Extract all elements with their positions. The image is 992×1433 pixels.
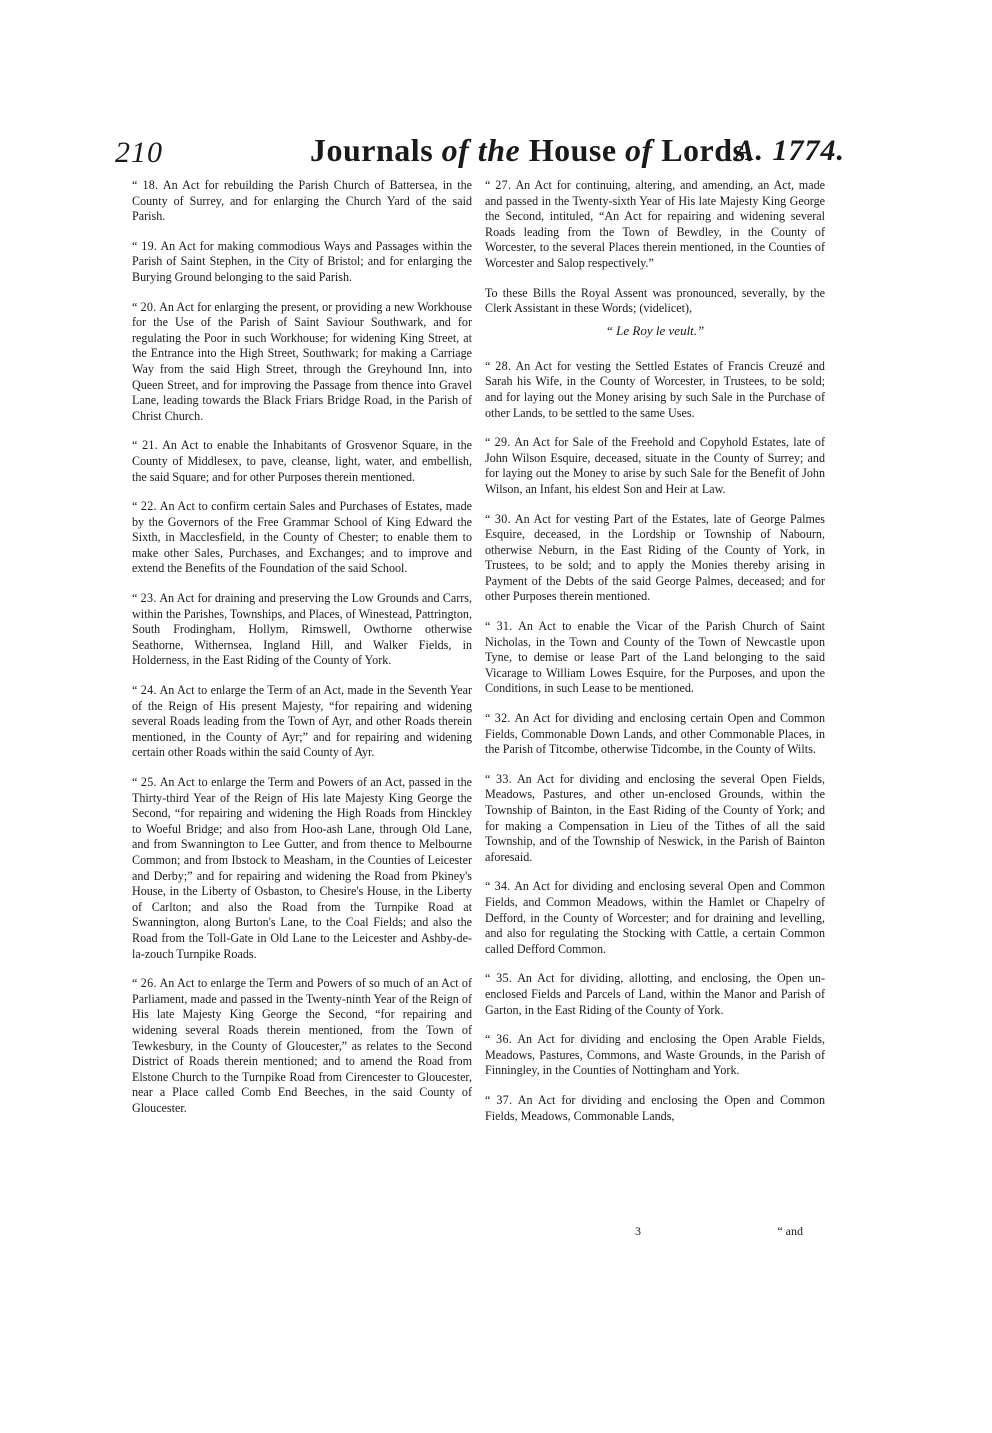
quote-mark: “ <box>132 438 143 453</box>
act-number: 30. <box>494 511 511 526</box>
act-number: 34. <box>494 879 511 894</box>
act-number: 29. <box>494 435 511 450</box>
quote-mark: “ <box>485 711 495 726</box>
act-entry <box>132 591 472 669</box>
act-number: 19. <box>141 238 158 253</box>
act-text: An Act to enlarge the Term of an Act, made in the Seventh Year of the Reign of His present Majesty, “for repairing and widening several Roads leading from the Town of Ayr, and other Roads therein mentioned, in the County of Ayr;” and for repairing and widening certain other Roads within the said County of Ayr. <box>132 683 472 760</box>
act-number: 27. <box>495 178 512 192</box>
act-entry <box>132 683 472 761</box>
act-text: An Act to enlarge the Term and Powers of an Act, passed in the Thirty-third Year of the Reign of His late Majesty King George the Second, “for repairing and widening the High Roads from Hinckley to Woeful Bridge; and also from Hoo-ash Lane, through Old Lane, and from Swannington to Lee Gutter, and from thence to Melbourne Common; and from Ibstock to Measham, in the Counties of Leicester and Derby;” and for repairing and widening the Road from Pkiney's House, in the Liberty of Osbaston, to Chesire's House, in the Liberty of Carlton; and also the Road from the Turnpike Road at Swannington, along Burton's Lane, to the Coal Fields; and also the Road from the Toll-Gate in Old Lane to the Leicester and Ashby-de-la-zouch Turnpike Roads. <box>132 775 472 961</box>
act-entry <box>132 239 472 286</box>
quote-mark: “ <box>485 971 497 986</box>
right-column-top <box>485 178 825 272</box>
act-entry <box>485 1032 825 1079</box>
act-text: An Act for rebuilding the Parish Church of Battersea, in the County of Surrey, and for enlarging the Church Yard of the said Parish. <box>132 178 472 224</box>
act-number: 33. <box>495 771 513 786</box>
catchword: “ and <box>777 1224 803 1238</box>
act-number: 36. <box>496 1032 513 1047</box>
act-text: An Act for continuing, altering, and amending, an Act, made and passed in the Twenty-sixth Year of His late Majesty King George the Second, intituled, “An Act for repairing and widening several Roads leading from the Town of Bewdley, in the County of Worcester, to the several Places therein mentioned, in the Counties of Worcester and Salop respectively.” <box>485 178 825 270</box>
quote-mark: “ <box>485 435 495 450</box>
act-text: An Act to enlarge the Term and Powers of so much of an Act of Parliament, made and passed in the Twenty-ninth Year of the Reign of His late Majesty King George the Second, “for repairing and widening several Roads therein mentioned, from the Town of Tewkesbury, in the County of Gloucester,” as relates to the Second District of Roads therein mentioned; and to amend the Road from Elstone Church to the Turnpike Road from Cirencester to Gloucester, near a Place called Comb End Beeches, in the said County of Gloucester. <box>132 976 472 1115</box>
quote-mark: “ <box>485 771 496 786</box>
act-entry <box>485 359 825 421</box>
signature-mark: 3 <box>635 1224 641 1238</box>
act-text: An Act for dividing and enclosing certain Open and Common Fields, Commonable Down Lands, and other Commonable Places, in the Parish of Titcombe, otherwise Tidcombe, in the County of Wilts. <box>485 711 825 757</box>
act-text: An Act for draining and preserving the Low Grounds and Carrs, within the Parishes, Townships, and Places, of Winestead, Pattrington, South Frodingham, Hollym, Rimswell, Owthorne otherwise Seathorne, Withernsea, Ingland Hill, and Walker Fields, in Holderness, in the East Riding of the County of York. <box>132 591 472 668</box>
quote-mark: “ <box>132 299 141 314</box>
act-text: An Act for dividing, allotting, and enclosing, the Open un-enclosed Fields and Parcels of Land, within the Manor and Parish of Garton, in the East Riding of the County of York. <box>485 971 825 1017</box>
quote-mark: “ <box>132 178 143 192</box>
act-entry <box>132 178 472 225</box>
act-text: An Act to enable the Inhabitants of Grosvenor Square, in the County of Middlesex, to pave, cleanse, light, water, and embellish, the said Square; and for other Purposes therein mentioned. <box>132 438 472 484</box>
royal-assent-formula: “ Le Roy le veult.” <box>605 322 705 338</box>
act-number: 28. <box>495 358 512 373</box>
act-entry <box>485 772 825 866</box>
act-number: 25. <box>140 775 157 789</box>
quote-mark: “ <box>132 775 141 789</box>
act-number: 26. <box>140 976 157 991</box>
quote-mark: “ <box>485 619 497 634</box>
quote-mark: “ <box>485 1092 497 1107</box>
act-number: 37. <box>496 1092 513 1107</box>
act-entry <box>132 300 472 425</box>
act-entry <box>132 976 472 1116</box>
act-text: An Act for dividing and enclosing the Open and Common Fields, Meadows, Commonable Lands, <box>485 1092 825 1123</box>
act-number: 32. <box>494 711 511 726</box>
act-number: 20. <box>140 299 157 314</box>
royal-assent-text: To these Bills the Royal Assent was pronounced, severally, by the Clerk Assistant in these Words; (videlicet), <box>485 285 825 316</box>
act-entry <box>485 1093 825 1124</box>
act-text: An Act to confirm certain Sales and Purchases of Estates, made by the Governors of the Free Grammar School of King Edward the Sixth, in Macclesfield, in the County of Chester; to enable them to make other Sales, Purchases, and Exchanges; and to improve and extend the Benefits of the Foundation of the said School. <box>132 499 472 576</box>
page-header <box>110 128 845 176</box>
act-entry <box>485 512 825 606</box>
act-text: An Act for enlarging the present, or providing a new Workhouse for the Use of the Parish of Saint Saviour Southwark, and for regulating the Poor in such Workhouse; for widening King Street, at the Entrance into the High Street, Southwark; for making a Carriage Way from the said High Street, through the Greyhound Inn, into Queen Street, and for improving the Passage from thence into Gravel Lane, leading towards the Black Friars Bridge Road, in the Parish of Christ Church. <box>132 299 473 423</box>
act-entry <box>485 619 825 697</box>
act-text: An Act to enable the Vicar of the Parish Church of Saint Nicholas, in the Town and County of the Town of Newcastle upon Tyne, to demise or lease Part of the Land belonging to the said Vicarage to William Lowes Esquire, for the Purposes, and upon the Conditions, in such Lease to be mentioned. <box>485 619 825 696</box>
quote-mark: “ <box>485 1032 497 1047</box>
quote-mark: “ <box>485 511 495 526</box>
act-entry <box>485 178 825 272</box>
year: A. 1774. <box>734 134 845 167</box>
act-text: An Act for Sale of the Freehold and Copyhold Estates, late of John Wilson Esquire, deceased, situate in the County of Surrey; and for laying out the Money to arise by such Sale for the Benefit of John Wilson, an Infant, his eldest Son and Heir at Law. <box>485 435 825 496</box>
act-entry <box>485 711 825 758</box>
act-text: An Act for dividing and enclosing the several Open Fields, Meadows, Pastures, and other un-enclosed Grounds, within the Township of Bainton, in the East Riding of the County of York; and for making a Compensation in Lieu of the Tithes of all the said Township, and of the Township of Neswick, in the Parish of Bainton aforesaid. <box>485 771 825 864</box>
act-text: An Act for dividing and enclosing several Open and Common Fields, and Common Meadows, within the Hamlet or Chapelry of Defford, in the County of Worcester; and for draining and levelling, and also for regulating the Stocking with Cattle, a certain Common called Defford Common. <box>485 879 825 956</box>
act-text: An Act for making commodious Ways and Passages within the Parish of Saint Stephen, in the City of Bristol; and for enlarging the Burying Ground belonging to the said Parish. <box>132 238 472 284</box>
act-entry <box>132 438 472 485</box>
quote-mark: “ <box>132 591 141 606</box>
act-text: An Act for vesting Part of the Estates, late of George Palmes Esquire, deceased, in the Lordship or Township of Nabourn, otherwise Neburn, in the East Riding of the County of York, in Trustees, to be sold; and to apply the Monies thereby arising in Payment of the Debts of the said George Palmes, deceased; and for other Purposes therein mentioned. <box>485 511 825 604</box>
act-entry <box>485 879 825 957</box>
act-number: 35. <box>496 971 513 986</box>
page-number: 210 <box>115 136 163 169</box>
quote-mark: “ <box>485 178 496 192</box>
act-number: 22. <box>140 499 157 514</box>
running-title: Journals of the House of Lords. <box>310 132 754 168</box>
act-entry <box>485 971 825 1018</box>
quote-mark: “ <box>132 499 141 514</box>
act-text: An Act for dividing and enclosing the Open Arable Fields, Meadows, Pastures, Commons, and Waste Grounds, in the Parish of Finningley, in the Counties of Nottingham and York. <box>485 1032 825 1078</box>
act-number: 23. <box>140 591 157 606</box>
act-number: 24. <box>140 683 157 698</box>
quote-mark: “ <box>132 683 141 698</box>
act-number: 21. <box>142 438 159 453</box>
right-column <box>485 178 825 1138</box>
act-number: 18. <box>142 178 159 192</box>
act-text: An Act for vesting the Settled Estates of Francis Creuzé and Sarah his Wife, in the County of Worcester, in Trustees, to be sold; and for laying out the Money arising by such Sale in the Purchase of other Lands, to be settled to the same Uses. <box>485 358 825 420</box>
act-number: 31. <box>496 619 513 634</box>
left-column <box>132 178 472 1130</box>
act-entry <box>132 775 472 962</box>
act-entry <box>485 435 825 497</box>
quote-mark: “ <box>485 358 496 373</box>
quote-mark: “ <box>132 976 141 991</box>
act-entry <box>132 499 472 577</box>
quote-mark: “ <box>132 238 142 253</box>
right-column-bottom <box>485 359 825 1124</box>
quote-mark: “ <box>485 879 495 894</box>
